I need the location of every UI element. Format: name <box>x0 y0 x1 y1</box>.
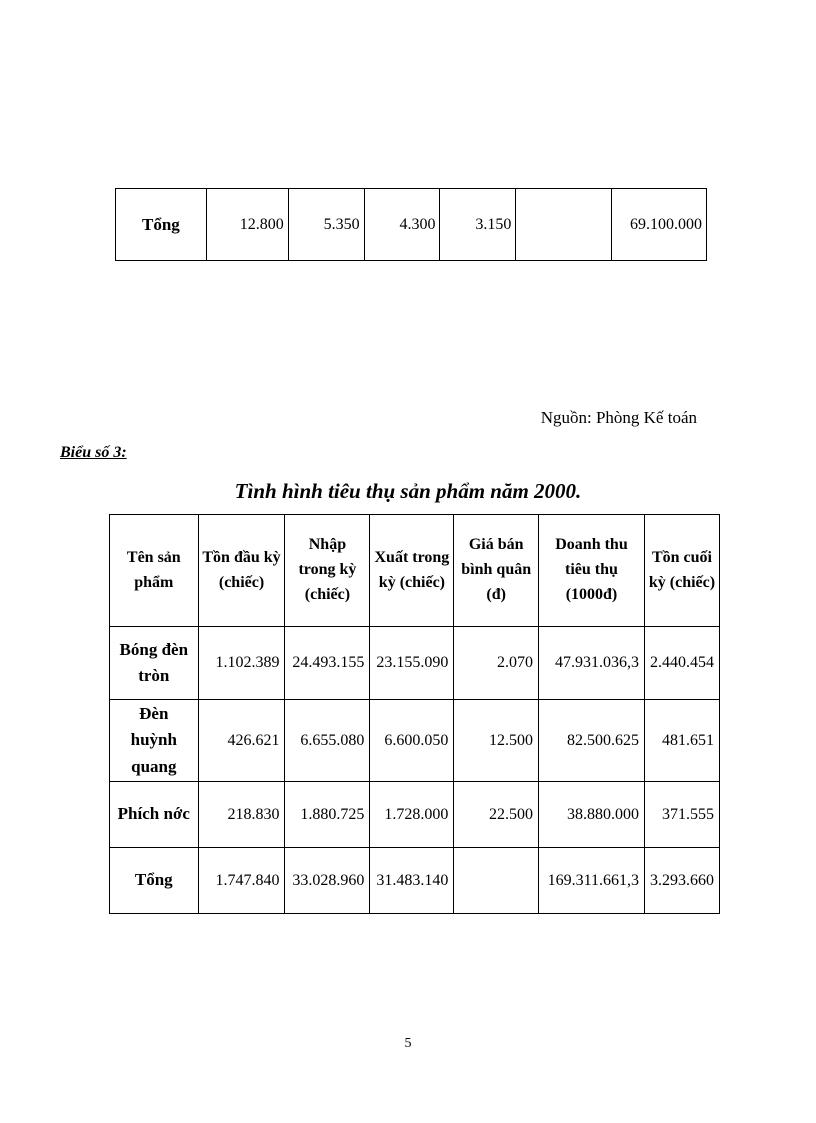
table-cell <box>454 848 539 914</box>
summary-table <box>115 188 707 261</box>
summary-total-row <box>116 189 707 261</box>
table-cell: 22.500 <box>454 782 539 848</box>
product-name: Phích nớc <box>110 782 199 848</box>
table-cell: 1.102.389 <box>198 627 285 700</box>
figure-label: Biểu số 3: <box>60 444 127 461</box>
product-name: Đèn huỳnh quang <box>110 700 199 782</box>
header-row <box>110 515 720 627</box>
table-cell: 23.155.090 <box>370 627 454 700</box>
table-cell: 2.070 <box>454 627 539 700</box>
column-header: Xuất trong kỳ (chiếc) <box>370 515 454 627</box>
table-title: Tình hình tiêu thụ sản phẩm năm 2000. <box>234 479 582 503</box>
table-cell: 82.500.625 <box>539 700 645 782</box>
table-row <box>110 627 720 700</box>
table-cell: 69.100.000 <box>612 189 707 261</box>
table-row <box>110 700 720 782</box>
table-cell: 2.440.454 <box>644 627 719 700</box>
table-cell: 31.483.140 <box>370 848 454 914</box>
table-cell: 3.150 <box>440 189 516 261</box>
table-cell: 33.028.960 <box>285 848 370 914</box>
table-cell: 5.350 <box>288 189 364 261</box>
table-row <box>110 782 720 848</box>
table-cell: 371.555 <box>644 782 719 848</box>
table-cell: 481.651 <box>644 700 719 782</box>
total-row <box>110 848 720 914</box>
page-number: 5 <box>404 1036 412 1051</box>
table-cell: 4.300 <box>364 189 440 261</box>
table-cell: 12.800 <box>206 189 288 261</box>
total-label: Tổng <box>116 189 207 261</box>
table-cell: 1.747.840 <box>198 848 285 914</box>
source-note: Nguồn: Phòng Kế toán <box>540 408 697 427</box>
total-label: Tổng <box>110 848 199 914</box>
table-cell: 6.655.080 <box>285 700 370 782</box>
table-cell: 218.830 <box>198 782 285 848</box>
table-cell: 24.493.155 <box>285 627 370 700</box>
product-name: Bóng đèn tròn <box>110 627 199 700</box>
sales-table <box>109 514 720 914</box>
table-cell: 6.600.050 <box>370 700 454 782</box>
table-cell: 1.728.000 <box>370 782 454 848</box>
column-header: Giá bán bình quân (đ) <box>454 515 539 627</box>
table-cell: 47.931.036,3 <box>539 627 645 700</box>
column-header: Tên sản phẩm <box>110 515 199 627</box>
column-header: Tồn cuối kỳ (chiếc) <box>644 515 719 627</box>
table-cell: 12.500 <box>454 700 539 782</box>
table-cell: 169.311.661,3 <box>539 848 645 914</box>
table-cell: 426.621 <box>198 700 285 782</box>
column-header: Tồn đầu kỳ (chiếc) <box>198 515 285 627</box>
table-cell: 3.293.660 <box>644 848 719 914</box>
table-cell: 38.880.000 <box>539 782 645 848</box>
column-header: Nhập trong kỳ (chiếc) <box>285 515 370 627</box>
column-header: Doanh thu tiêu thụ (1000đ) <box>539 515 645 627</box>
table-cell: 1.880.725 <box>285 782 370 848</box>
table-cell <box>516 189 612 261</box>
